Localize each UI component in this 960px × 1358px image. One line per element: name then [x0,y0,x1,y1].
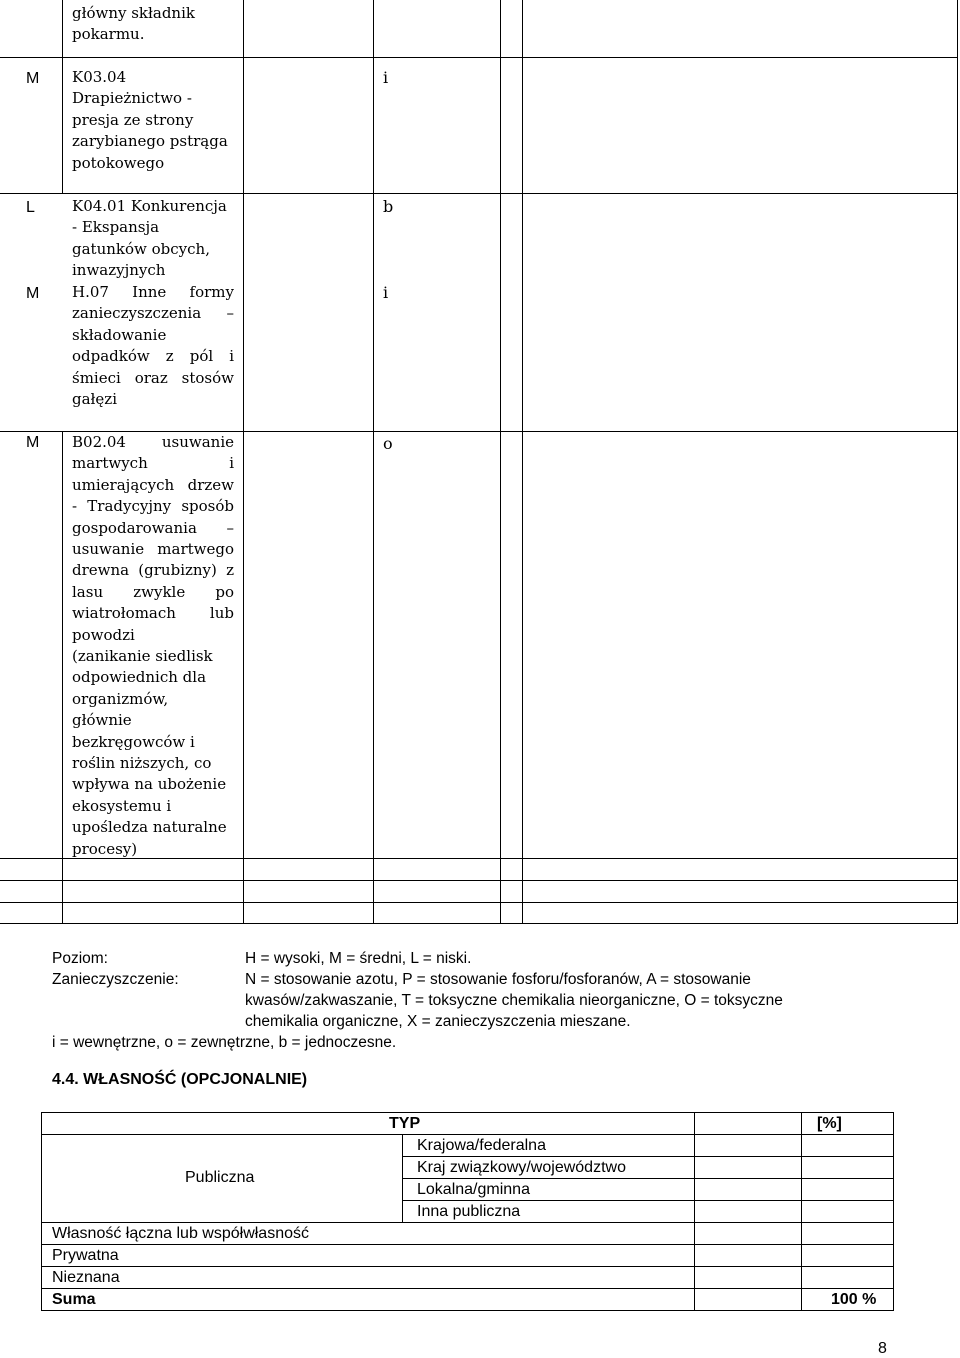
impact-description: główny składnik pokarmu. [72,4,195,44]
page-number: 8 [878,1340,887,1357]
table-rule [0,193,958,194]
table-rule [41,1266,894,1267]
legend-pollution-label: Zanieczyszczenie: [52,971,179,988]
ownership-public-type: Kraj związkowy/województwo [417,1159,626,1176]
ownership-public-type: Inna publiczna [417,1203,521,1220]
impact-level: M [26,434,40,451]
ownership-header-type: TYP [389,1115,421,1132]
table-rule [957,0,958,923]
table-rule [0,902,958,903]
ownership-public-type: Lokalna/gminna [417,1181,530,1198]
impact-location: i [383,68,389,87]
impact-description-continued: (zanikanie siedlisk odpowiednich dla organizmów, głównie bezkręgowców i roślin niższych, co wpływa na ubożenie ekosystemu i upośledza naturalne procesy) [72,647,227,858]
ownership-table [41,1112,894,1311]
ownership-joint: Własność łączna lub współwłasność [52,1225,309,1242]
ownership-private: Prywatna [52,1247,119,1264]
impact-level: M [26,70,40,87]
table-rule [62,0,63,193]
table-rule [41,1112,894,1113]
legend-location-line: i = wewnętrzne, o = zewnętrzne, b = jednoczesne. [52,1034,397,1051]
section-heading: 4.4. WŁASNOŚĆ (OPCJONALNIE) [52,1071,308,1088]
ownership-total-value: 100 % [831,1291,877,1308]
legend-pollution-value: chemikalia organiczne, X = zanieczyszczenia mieszane. [245,1013,631,1030]
ownership-public-type: Krajowa/federalna [417,1137,546,1154]
impact-description: H.07 Inne formy zanieczyszczenia – składowanie odpadków z pól i śmieci oraz stosów gałęzi [72,283,234,409]
legend-level-label: Poziom: [52,950,108,967]
table-rule [41,1310,894,1311]
ownership-header-percent: [%] [817,1115,842,1132]
impact-description: K04.01 Konkurencja - Ekspansja gatunków obcych, inwazyjnych [72,197,227,280]
table-rule [41,1244,894,1245]
table-rule [41,1222,894,1223]
impact-location: b [383,197,394,216]
table-rule [243,0,244,923]
ownership-public-label: Publiczna [185,1169,255,1186]
table-rule [0,880,958,881]
table-rule [893,1112,894,1311]
table-rule [0,57,958,58]
ownership-total-label: Suma [52,1291,96,1308]
impact-description: B02.04 usuwanie martwych i umierających drzew - Tradycyjny sposób gospodarowania – usuwanie martwego drewna (grubizny) z lasu zwykle po wiatrołomach lub powodzi [72,433,234,644]
table-rule [0,923,958,924]
impact-location: o [383,434,393,453]
legend-pollution-value: N = stosowanie azotu, P = stosowanie fosforu/fosforanów, A = stosowanie [245,971,751,988]
table-rule [373,0,374,923]
table-rule [41,1112,42,1311]
table-rule [41,1288,894,1289]
table-rule [62,431,63,923]
legend [0,945,960,1060]
table-rule [801,1112,802,1311]
table-rule [41,1134,894,1135]
impact-level: M [26,285,40,302]
legend-level-value: H = wysoki, M = średni, L = niski. [245,950,472,967]
table-rule [402,1156,894,1157]
table-rule [402,1178,894,1179]
table-rule [694,1112,695,1311]
table-rule [402,1200,894,1201]
impact-location: i [383,283,389,302]
table-rule [500,0,501,923]
impact-level: L [26,199,35,216]
table-rule [402,1134,403,1222]
legend-pollution-value: kwasów/zakwaszanie, T = toksyczne chemikalia nieorganiczne, O = toksyczne [245,992,783,1009]
impact-description: K03.04 Drapieżnictwo - presja ze strony zarybianego pstrąga potokowego [72,68,228,172]
ownership-unknown: Nieznana [52,1269,120,1286]
table-rule [522,0,523,923]
